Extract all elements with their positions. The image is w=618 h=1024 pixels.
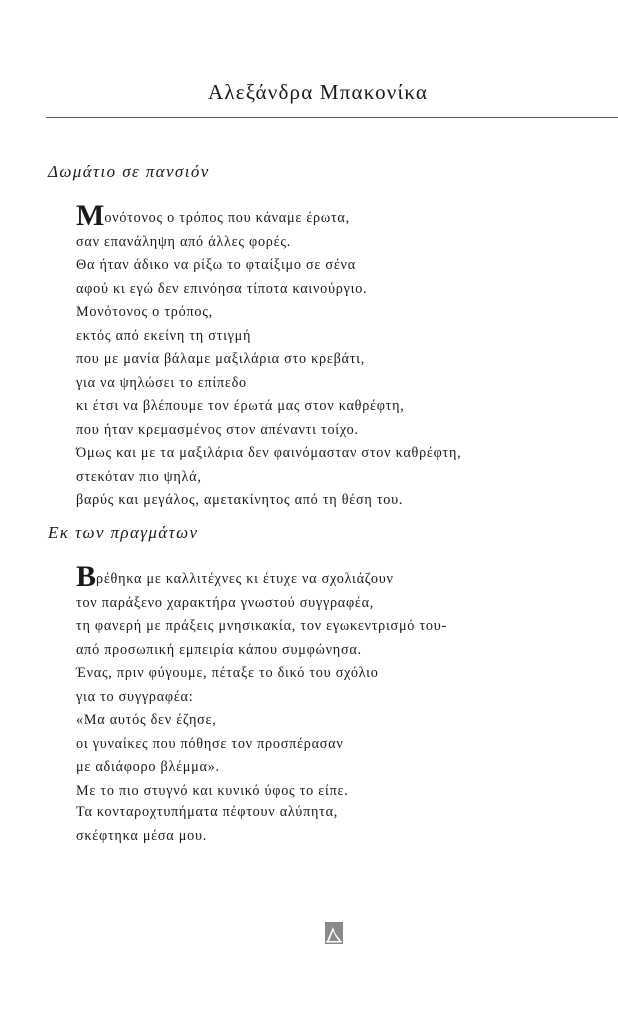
poem-line: σαν επανάληψη από άλλες φορές. [76, 233, 292, 250]
poem-2-stanza-2 [76, 801, 338, 848]
poem-line: που ήταν κρεμασμένος στον απέναντι τοίχο. [76, 421, 359, 438]
poem-line: Ένας, πριν φύγουμε, πέταξε το δικό του σχόλιο [76, 665, 379, 681]
publisher-logo-icon [325, 922, 343, 944]
poem-line: Μονότονος ο τρόπος που κάναμε έρωτα, [76, 199, 350, 232]
poem-title-2: Εκ των πραγμάτων [48, 523, 199, 542]
poem-2-stanza-1 [76, 560, 447, 803]
poem-line: «Μα αυτός δεν έζησε, [76, 712, 217, 728]
poem-line: τον παράξενο χαρακτήρα γνωστού συγγραφέα, [76, 594, 375, 611]
poem-line: οι γυναίκες που πόθησε τον προσπέρασαν [76, 735, 344, 752]
poem-line: Θα ήταν άδικο να ρίξω το φταίξιμο σε σένα [76, 257, 356, 273]
poem-line: Μονότονος ο τρόπος, [76, 304, 213, 320]
dropcap: Β [76, 560, 97, 593]
poem-line: στεκόταν πιο ψηλά, [76, 468, 202, 485]
poem-line: Με το πιο στυγνό και κυνικό ύφος το είπε. [76, 782, 349, 799]
poem-line: Βρέθηκα με καλλιτέχνες κι έτυχε να σχολιάζουν [76, 560, 394, 593]
poem-1-stanza-1 [76, 199, 462, 513]
poem-line: για να ψηλώσει το επίπεδο [76, 374, 247, 391]
poem-line: αφού κι εγώ δεν επινόησα τίποτα καινούργιο. [76, 280, 368, 297]
poem-line: για το συγγραφέα: [76, 688, 194, 705]
poem-line: Όμως και με τα μαξιλάρια δεν φαινόμασταν στον καθρέφτη, [76, 445, 462, 461]
header-rule [46, 117, 618, 118]
poem-title-1: Δωμάτιο σε πανσιόν [48, 162, 210, 181]
poem-line: με αδιάφορο βλέμμα». [76, 759, 220, 775]
poem-line: Τα κονταροχτυπήματα πέφτουν αλύπητα, [76, 804, 339, 820]
poem-line: που με μανία βάλαμε μαξιλάρια στο κρεβάτι, [76, 351, 366, 367]
poem-line: από προσωπική εμπειρία κάπου συμφώνησα. [76, 641, 362, 658]
poem-line: εκτός από εκείνη τη στιγμή [76, 327, 252, 344]
dropcap: Μ [76, 199, 105, 232]
running-head-author: Αλεξάνδρα Μπακονίκα [208, 80, 429, 104]
poem-line: κι έτσι να βλέπουμε τον έρωτά μας στον καθρέφτη, [76, 398, 405, 414]
poem-line: βαρύς και μεγάλος, αμετακίνητος από τη θέση του. [76, 492, 404, 508]
poem-line: τη φανερή με πράξεις μνησικακία, τον εγωκεντρισμό του- [76, 618, 447, 634]
poem-line: σκέφτηκα μέσα μου. [76, 827, 208, 844]
